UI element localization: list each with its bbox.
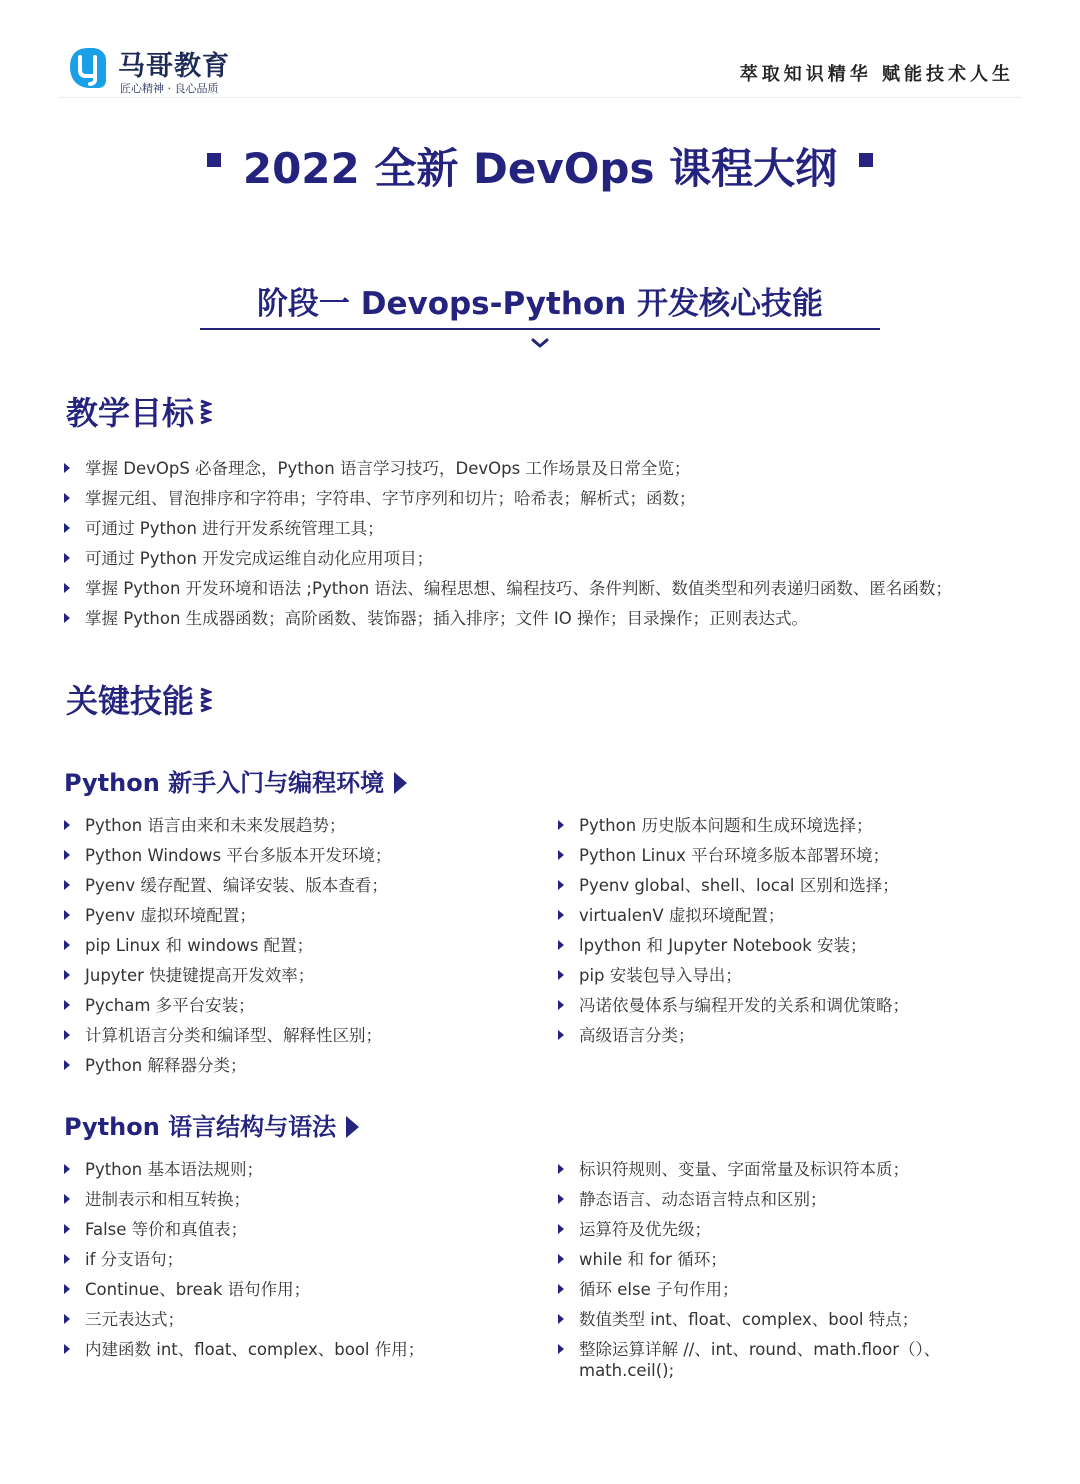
list-item: 静态语言、动态语言特点和区别； [558,1189,998,1219]
key-skills-heading-text: 关键技能 [66,682,195,720]
list-item: Python 历史版本问题和生成环境选择； [558,815,1028,845]
list-item: 可通过 Python 开发完成运维自动化应用项目； [64,548,1024,578]
skill-group-title-text: Python 新手入门与编程环境 [64,769,385,797]
teaching-goals-list [64,458,1024,638]
list-item: 内建函数 int、float、complex、bool 作用； [64,1339,534,1369]
skill-list-right [558,815,1028,1055]
list-item: 高级语言分类； [558,1025,1028,1055]
stage-title: 阶段一 Devops-Python 开发核心技能 [256,286,824,322]
list-item: Continue、break 语句作用； [64,1279,534,1309]
skill-list-right [558,1159,998,1381]
list-item: if 分支语句； [64,1249,534,1279]
brand-name: 马哥教育 [118,51,230,82]
square-bullet-icon [859,153,873,167]
list-item: pip 安装包导入导出； [558,965,1028,995]
list-item: lpython 和 Jupyter Notebook 安装； [558,935,1028,965]
list-item: 运算符及优先级； [558,1219,998,1249]
list-item: Pyenv 缓存配置、编译安装、版本查看； [64,875,534,905]
list-item: Pycham 多平台安装； [64,995,534,1025]
skill-group-title [64,1107,359,1142]
list-item: pip Linux 和 windows 配置； [64,935,534,965]
list-item: Python 语言由来和未来发展趋势； [64,815,534,845]
triangle-right-icon [394,772,407,794]
list-item: 可通过 Python 进行开发系统管理工具； [64,518,1024,548]
page-title [0,136,1080,196]
stage-underline [200,328,880,330]
list-item: 掌握 DevOpS 必备理念，Python 语言学习技巧，DevOps 工作场景及日常全览； [64,458,1024,488]
brand-tagline: 匠心精神 · 良心品质 [120,82,219,95]
list-item: 掌握 Python 生成器函数；高阶函数、装饰器；插入排序；文件 IO 操作；目录操作；正则表达式。 [64,608,1024,638]
list-item: 掌握 Python 开发环境和语法 ;Python 语法、编程思想、编程技巧、条件判断、数值类型和列表递归函数、匿名函数； [64,578,1024,608]
list-item: 整除运算详解 //、int、round、math.floor（）、math.ceil(); [558,1339,998,1381]
skill-list-left [64,815,534,1085]
list-item: Python Linux 平台环境多版本部署环境； [558,845,1028,875]
header-divider [58,97,1022,98]
header-slogan: 萃取知识精华 赋能技术人生 [739,64,1014,85]
list-item: Pyenv 虚拟环境配置； [64,905,534,935]
page-title-text: 2022 全新 DevOps 课程大纲 [242,144,838,193]
list-item: Python Windows 平台多版本开发环境； [64,845,534,875]
list-item: 三元表达式； [64,1309,534,1339]
list-item: virtualenV 虚拟环境配置； [558,905,1028,935]
list-item: 数值类型 int、float、complex、bool 特点； [558,1309,998,1339]
teaching-goals-heading [66,388,212,434]
skill-group-title-text: Python 语言结构与语法 [64,1113,337,1141]
list-item: Jupyter 快捷键提高开发效率； [64,965,534,995]
list-item: 掌握元组、冒泡排序和字符串；字符串、字节序列和切片；哈希表；解析式；函数； [64,488,1024,518]
mage-logo-icon [68,46,108,90]
list-item: Python 解释器分类； [64,1055,534,1085]
list-item: Python 基本语法规则； [64,1159,534,1189]
teaching-goals-heading-text: 教学目标 [66,394,195,432]
list-item: 进制表示和相互转换； [64,1189,534,1219]
heading-marker-icon [198,397,212,427]
list-item: False 等价和真值表； [64,1219,534,1249]
triangle-right-icon [346,1116,359,1138]
list-item: 标识符规则、变量、字面常量及标识符本质； [558,1159,998,1189]
heading-marker-icon [198,685,212,715]
list-item: Pyenv global、shell、local 区别和选择； [558,875,1028,905]
square-bullet-icon [207,153,221,167]
page-header [0,0,1080,100]
list-item: while 和 for 循环； [558,1249,998,1279]
list-item: 冯诺依曼体系与编程开发的关系和调优策略； [558,995,1028,1025]
key-skills-heading [66,676,212,722]
list-item: 计算机语言分类和编译型、解释性区别； [64,1025,534,1055]
skill-group-title [64,763,407,798]
skill-list-left [64,1159,534,1369]
chevron-down-icon [530,336,550,350]
list-item: 循环 else 子句作用； [558,1279,998,1309]
